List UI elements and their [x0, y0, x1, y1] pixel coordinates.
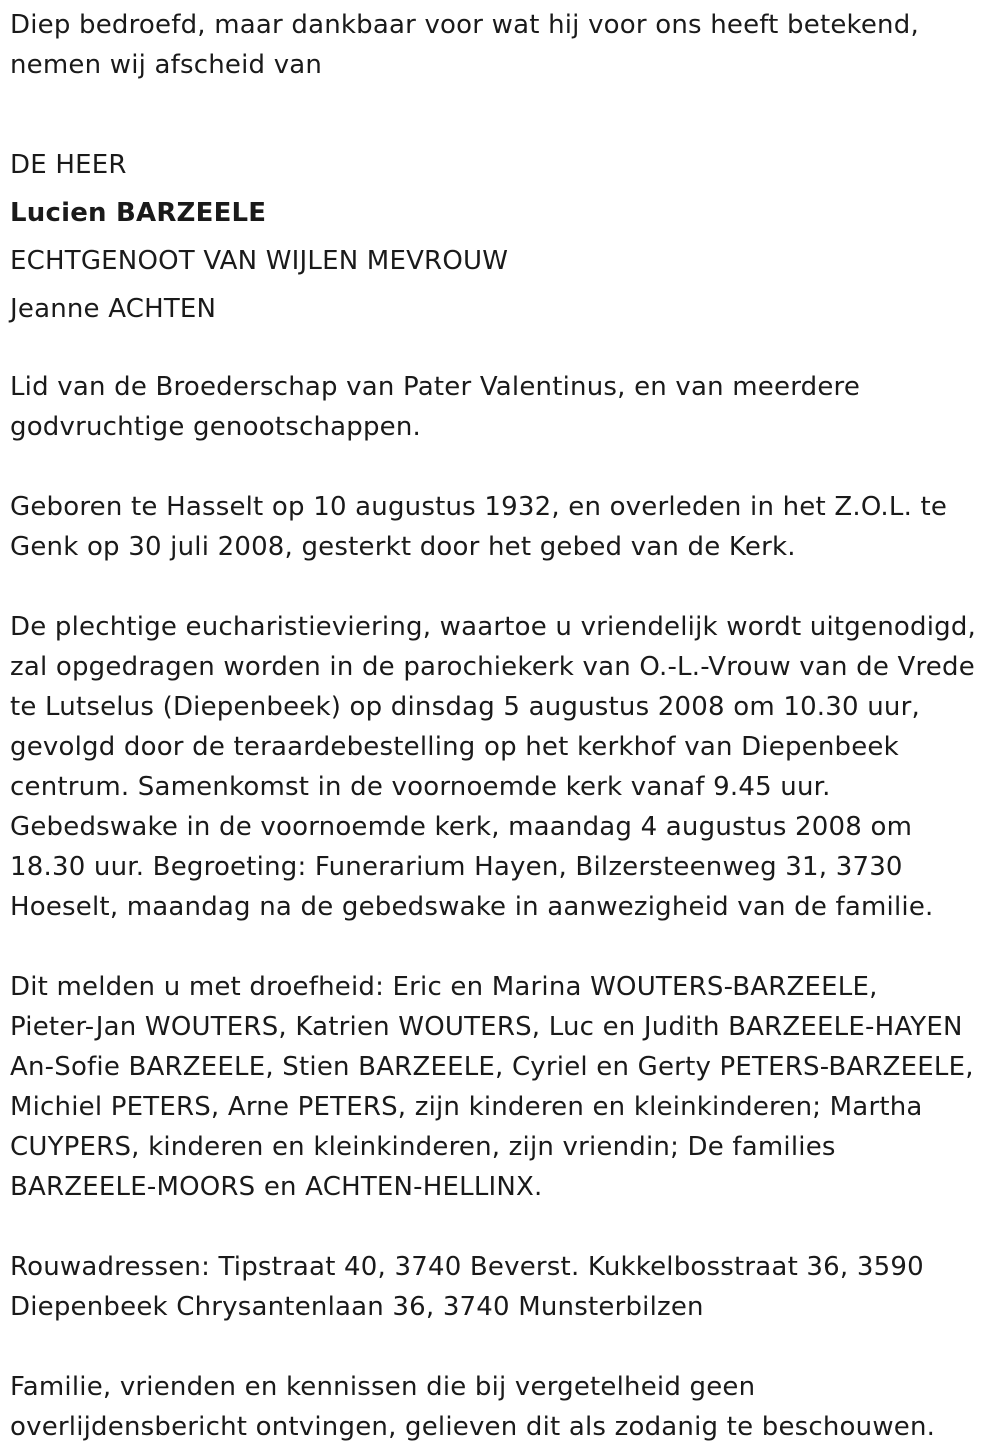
announcers-line: BARZEELE-MOORS en ACHTEN-HELLINX.	[10, 1172, 543, 1202]
relation-line: ECHTGENOOT VAN WIJLEN MEVROUW	[10, 246, 509, 276]
announcers-paragraph	[10, 967, 995, 1207]
intro-line: nemen wij afscheid van	[10, 50, 323, 80]
ceremony-line: gevolgd door de teraardebestelling op het kerkhof van Diepenbeek	[10, 732, 899, 762]
ceremony-paragraph	[10, 607, 995, 927]
announcers-line: CUYPERS, kinderen en kleinkinderen, zijn vriendin; De families	[10, 1132, 836, 1162]
announcers-line: Michiel PETERS, Arne PETERS, zijn kinderen en kleinkinderen; Martha	[10, 1092, 923, 1122]
addresses-paragraph	[10, 1247, 995, 1327]
announcers-line: An-Sofie BARZEELE, Stien BARZEELE, Cyriel en Gerty PETERS-BARZEELE,	[10, 1052, 974, 1082]
membership-line: Lid van de Broederschap van Pater Valentinus, en van meerdere	[10, 372, 861, 402]
birth-death-line: Geboren te Hasselt op 10 augustus 1932, en overleden in het Z.O.L. te	[10, 492, 948, 522]
membership-paragraph	[10, 367, 995, 447]
addresses-line: Diepenbeek Chrysantenlaan 36, 3740 Munsterbilzen	[10, 1292, 704, 1322]
title-line: DE HEER	[10, 150, 127, 180]
membership-line: godvruchtige genootschappen.	[10, 412, 422, 442]
intro-line: Diep bedroefd, maar dankbaar voor wat hij voor ons heeft betekend,	[10, 10, 919, 40]
spouse-name: Jeanne ACHTEN	[10, 294, 217, 324]
deceased-heading	[10, 141, 995, 333]
ceremony-line: De plechtige eucharistieviering, waartoe u vriendelijk wordt uitgenodigd,	[10, 612, 976, 642]
ceremony-line: te Lutselus (Diepenbeek) op dinsdag 5 augustus 2008 om 10.30 uur,	[10, 692, 920, 722]
deceased-name: Lucien BARZEELE	[10, 198, 267, 228]
birth-death-line: Genk op 30 juli 2008, gesterkt door het gebed van de Kerk.	[10, 532, 796, 562]
ceremony-line: Hoeselt, maandag na de gebedswake in aanwezigheid van de familie.	[10, 892, 934, 922]
announcers-line: Dit melden u met droefheid: Eric en Marina WOUTERS-BARZEELE,	[10, 972, 878, 1002]
closing-line: overlijdensbericht ontvingen, gelieven dit als zodanig te beschouwen.	[10, 1412, 936, 1442]
intro-paragraph	[10, 0, 995, 85]
obituary-document	[10, 0, 995, 1447]
ceremony-line: zal opgedragen worden in de parochiekerk van O.-L.-Vrouw van de Vrede	[10, 652, 975, 682]
birth-death-paragraph	[10, 487, 995, 567]
announcers-line: Pieter-Jan WOUTERS, Katrien WOUTERS, Luc en Judith BARZEELE-HAYEN	[10, 1012, 963, 1042]
closing-paragraph	[10, 1367, 995, 1447]
ceremony-line: Gebedswake in de voornoemde kerk, maandag 4 augustus 2008 om	[10, 812, 913, 842]
ceremony-line: 18.30 uur. Begroeting: Funerarium Hayen, Bilzersteenweg 31, 3730	[10, 852, 903, 882]
addresses-line: Rouwadressen: Tipstraat 40, 3740 Beverst. Kukkelbosstraat 36, 3590	[10, 1252, 924, 1282]
closing-line: Familie, vrienden en kennissen die bij vergetelheid geen	[10, 1372, 756, 1402]
ceremony-line: centrum. Samenkomst in de voornoemde kerk vanaf 9.45 uur.	[10, 772, 831, 802]
